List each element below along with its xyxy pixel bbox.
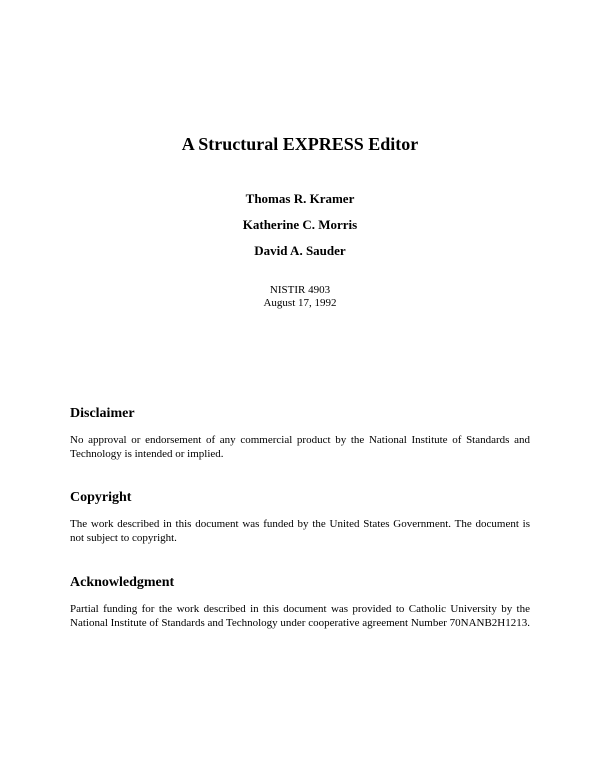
- disclaimer-text: No approval or endorsement of any commercial product by the National Institute of Standards and Technology is intended or implied.: [70, 434, 530, 460]
- document-title: A Structural EXPRESS Editor: [181, 134, 419, 154]
- report-info: [0, 284, 600, 310]
- disclaimer-section: [70, 405, 530, 461]
- acknowledgment-section: [70, 574, 530, 630]
- copyright-section: [70, 489, 530, 545]
- report-date: August 17, 1992: [263, 297, 337, 309]
- report-number: NISTIR 4903: [269, 284, 331, 296]
- author-name: David A. Sauder: [254, 243, 346, 258]
- acknowledgment-text: Partial funding for the work described in this document was provided to Catholic University by the National Institute of Standards and Technology under cooperative agreement Number 70NANB2H1213.: [70, 603, 530, 629]
- acknowledgment-heading: Acknowledgment: [70, 575, 175, 590]
- copyright-heading: Copyright: [70, 490, 132, 505]
- copyright-text: The work described in this document was funded by the United States Government. The document is not subject to copyright.: [70, 518, 530, 544]
- disclaimer-heading: Disclaimer: [70, 406, 135, 421]
- author-name: Katherine C. Morris: [242, 217, 358, 232]
- author-name: Thomas R. Kramer: [245, 191, 355, 206]
- author-list: [0, 191, 600, 269]
